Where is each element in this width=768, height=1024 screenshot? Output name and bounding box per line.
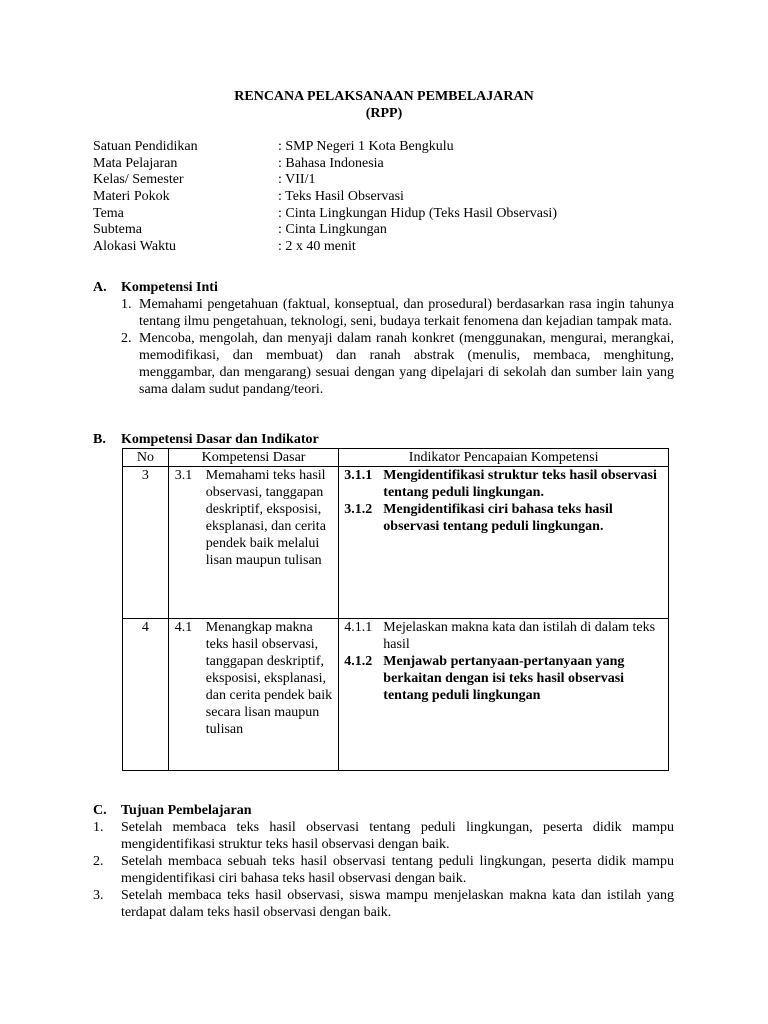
indicator-number: 3.1.2	[344, 502, 373, 517]
section-c-heading	[93, 802, 252, 819]
section-b-heading	[93, 431, 319, 448]
identity-label: Mata Pelajaran	[93, 155, 178, 171]
list-item	[93, 887, 674, 921]
identity-label: Kelas/ Semester	[93, 172, 184, 188]
identity-row	[93, 155, 557, 172]
indicator-cell	[339, 619, 669, 771]
indicator-text: Mengidentifikasi struktur teks hasil observasi tentang peduli lingkungan.	[383, 468, 657, 500]
identity-value: : VII/1	[278, 172, 316, 188]
indicator-number: 4.1.1	[344, 620, 373, 635]
kd-cell	[168, 619, 339, 771]
list-number: 3.	[93, 888, 104, 903]
list-number: 2.	[121, 331, 132, 346]
section-title: Tujuan Pembelajaran	[121, 803, 252, 818]
indicator-text: Mengidentifikasi ciri bahasa teks hasil observasi tentang peduli lingkungan.	[383, 502, 613, 534]
section-letter: A.	[93, 280, 107, 295]
indicator-cell	[339, 467, 669, 619]
row-number: 3	[123, 467, 169, 619]
list-item	[121, 296, 674, 330]
identity-label: Alokasi Waktu	[93, 239, 176, 255]
section-letter: C.	[93, 803, 107, 818]
column-header-no: No	[123, 449, 169, 467]
indicator-item	[339, 653, 668, 704]
list-text: Setelah membaca teks hasil observasi, siswa mampu menjelaskan makna kata dan istilah yang terdapat dalam teks hasil observasi dengan baik.	[121, 888, 674, 920]
identity-row	[93, 205, 557, 222]
indicator-number: 4.1.2	[344, 654, 373, 669]
identity-value: : Bahasa Indonesia	[278, 155, 384, 171]
identity-block	[93, 138, 557, 255]
identity-row	[93, 238, 557, 255]
identity-value: : Teks Hasil Observasi	[278, 189, 404, 205]
identity-value: : Cinta Lingkungan	[278, 222, 387, 238]
table-header-row	[123, 449, 669, 467]
list-item	[121, 330, 674, 398]
indicator-item	[339, 501, 668, 535]
identity-row	[93, 171, 557, 188]
identity-value: : 2 x 40 menit	[278, 239, 356, 255]
column-header-indikator: Indikator Pencapaian Kompetensi	[339, 449, 669, 467]
list-number: 1.	[121, 297, 132, 312]
kd-number: 3.1	[174, 468, 193, 483]
list-text: Setelah membaca teks hasil observasi tentang peduli lingkungan, peserta didik mampu mengidentifikasi struktur teks hasil observasi dengan baik.	[121, 820, 674, 852]
list-text: Setelah membaca sebuah teks hasil observasi tentang peduli lingkungan, peserta didik mampu mengidentifikasi ciri bahasa teks hasil observasi dengan baik.	[121, 854, 674, 886]
section-title: Kompetensi Inti	[121, 280, 218, 295]
identity-row	[93, 138, 557, 155]
identity-row	[93, 188, 557, 205]
document-title: RENCANA PELAKSANAAN PEMBELAJARAN	[234, 89, 534, 104]
identity-value: : Cinta Lingkungan Hidup (Teks Hasil Observasi)	[278, 205, 557, 221]
list-number: 2.	[93, 854, 104, 869]
indicator-item	[339, 467, 668, 501]
list-number: 1.	[93, 820, 104, 835]
column-header-kd: Kompetensi Dasar	[168, 449, 339, 467]
identity-value: : SMP Negeri 1 Kota Bengkulu	[278, 139, 454, 154]
identity-label: Tema	[93, 205, 124, 221]
identity-label: Materi Pokok	[93, 189, 170, 205]
list-text: Memahami pengetahuan (faktual, konseptual, dan prosedural) berdasarkan rasa ingin tahunya tentang ilmu pengetahuan, teknologi, seni, budaya terkait fenomena dan kejadian tampak mata.	[139, 297, 674, 329]
kompetensi-inti-list	[121, 296, 674, 398]
document-subtitle: (RPP)	[365, 106, 403, 121]
indicator-item	[339, 619, 668, 653]
tujuan-list	[93, 819, 674, 921]
section-a-heading	[93, 279, 218, 296]
kd-cell	[168, 467, 339, 619]
list-item	[93, 819, 674, 853]
identity-label: Satuan Pendidikan	[93, 139, 198, 154]
kd-number: 4.1	[174, 620, 193, 635]
table-row	[123, 467, 669, 619]
table-row	[123, 619, 669, 771]
row-number: 4	[123, 619, 169, 771]
section-letter: B.	[93, 432, 106, 447]
list-text: Mencoba, mengolah, dan menyaji dalam ranah konkret (menggunakan, mengurai, merangkai, memodifikasi, dan membuat) dan ranah abstrak (menulis, membaca, menghitung, menggambar, dan mengarang) sesuai dengan yang dipelajari di sekolah dan sumber lain yang sama dalam sudut pandang/teori.	[139, 331, 674, 397]
identity-label: Subtema	[93, 222, 142, 238]
kd-text: Memahami teks hasil observasi, tanggapan deskriptif, eksposisi, eksplanasi, dan cerita pendek baik melalui lisan maupun tulisan	[205, 468, 326, 568]
identity-row	[93, 221, 557, 238]
indicator-text: Menjawab pertanyaan-pertanyaan yang berkaitan dengan isi teks hasil observasi tentang peduli lingkungan	[383, 654, 625, 703]
kompetensi-table	[122, 448, 669, 771]
section-title: Kompetensi Dasar dan Indikator	[121, 432, 319, 447]
indicator-text: Mejelaskan makna kata dan istilah di dalam teks hasil	[383, 620, 656, 652]
list-item	[93, 853, 674, 887]
indicator-number: 3.1.1	[344, 468, 373, 483]
kd-text: Menangkap makna teks hasil observasi, tanggapan deskriptif, eksposisi, eksplanasi, dan cerita pendek baik secara lisan maupun tulisan	[205, 620, 333, 737]
